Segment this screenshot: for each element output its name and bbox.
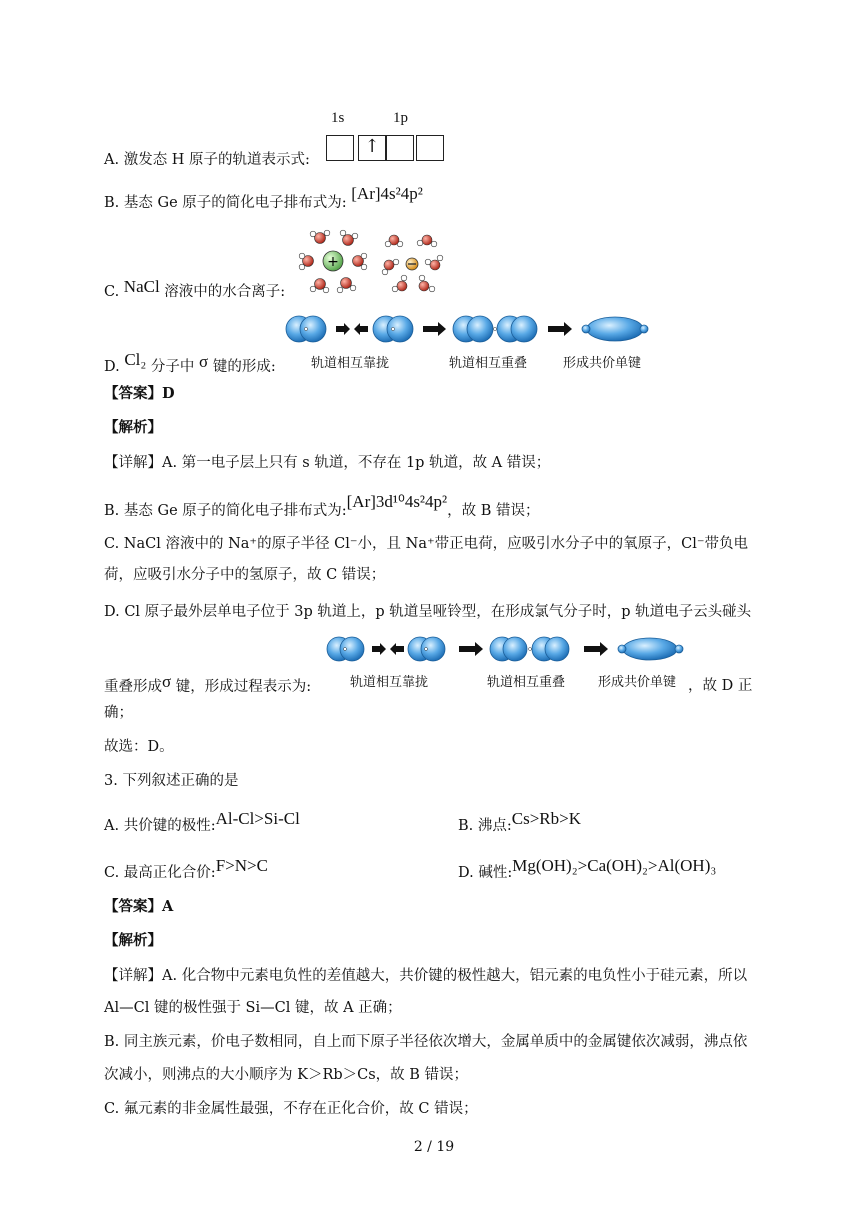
q3-d-formula: Mg(OH)₂>Ca(OH)₂>Al(OH)₃ bbox=[512, 856, 717, 875]
q3-detail-a-line1: 【详解】A. 化合物中元素电负性的差值越大，共价键的极性越大，铝元素的电负性小于硅元素，所以 bbox=[104, 968, 748, 984]
q2-answer: 【答案】D bbox=[104, 385, 175, 402]
q3-option-d: D. 碱性:Mg(OH)₂>Ca(OH)₂>Al(OH)₃ bbox=[458, 856, 717, 881]
q2-detail-c-line1: C. NaCl 溶液中的 Na⁺的原子半径 Cl⁻小，且 Na⁺带正电荷，应吸引水分子中的氧原子，Cl⁻带负电 bbox=[104, 536, 749, 552]
orbital-box-1p-3 bbox=[416, 135, 444, 161]
q3-answer: 【答案】A bbox=[104, 898, 174, 915]
q2-analysis-heading: 【解析】 bbox=[104, 419, 162, 436]
caption-single-bond: 形成共价单键 bbox=[563, 356, 642, 371]
hydrated-na-ion-image bbox=[298, 228, 368, 294]
orbital-box-1s bbox=[326, 135, 354, 161]
q3-analysis-heading: 【解析】 bbox=[104, 932, 162, 949]
q3-detail-b-line1: B. 同主族元素，价电子数相同，自上而下原子半径依次增大，金属单质中的金属键依次减弱，沸点依 bbox=[104, 1034, 748, 1050]
q3-option-c: C. 最高正化合价:F>N>C bbox=[104, 856, 268, 881]
q2-option-c: C. NaCl 溶液中的水合离子: bbox=[104, 277, 286, 300]
q3-option-b: B. 沸点:Cs>Rb>K bbox=[458, 809, 582, 834]
q3-detail-c: C. 氟元素的非金属性最强，不存在正化合价，故 C 错误； bbox=[104, 1101, 478, 1117]
ge-config-formula: [Ar]4s²4p² bbox=[351, 184, 423, 203]
q2-detail-d-line2-right: ，故 D 正 bbox=[688, 678, 753, 694]
sigma-symbol-2: σ bbox=[162, 672, 172, 691]
q3-c-formula: F>N>C bbox=[215, 856, 268, 875]
q2-conclusion: 故选：D。 bbox=[104, 739, 174, 755]
orbital-box-1p-2 bbox=[386, 135, 414, 161]
q3-stem: 3. 下列叙述正确的是 bbox=[104, 773, 239, 789]
q3-b-formula: Cs>Rb>K bbox=[511, 809, 582, 828]
nacl-formula: NaCl bbox=[123, 277, 160, 296]
q2-detail-d-line2-left: 重叠形成σ 键，形成过程表示为: bbox=[104, 672, 312, 695]
hydrated-cl-ion-image bbox=[380, 234, 444, 294]
sigma-symbol: σ bbox=[199, 352, 209, 371]
cl2-sigma-bond-diagram-2 bbox=[324, 633, 704, 665]
q2-detail-a: 【详解】A. 第一电子层上只有 s 轨道，不存在 1p 轨道，故 A 错误； bbox=[104, 455, 551, 471]
q3-detail-b-line2: 次减小，则沸点的大小顺序为 K＞Rb＞Cs，故 B 错误； bbox=[104, 1067, 469, 1083]
q3-option-a: A. 共价键的极性:Al-Cl>Si-Cl bbox=[104, 809, 300, 834]
cl2-formula: Cl₂ bbox=[124, 350, 147, 369]
q3-detail-a-line2: Al—Cl 键的极性强于 Si—Cl 键，故 A 正确； bbox=[104, 1000, 402, 1016]
q2-option-d: D. Cl₂ 分子中 σ 键的形成: bbox=[104, 350, 276, 375]
q2-detail-d-line3: 确； bbox=[104, 705, 133, 721]
caption-orbital-approach: 轨道相互靠拢 bbox=[311, 356, 390, 371]
orbital-box-1p-1 bbox=[358, 135, 386, 161]
q3-a-formula: Al-Cl>Si-Cl bbox=[215, 809, 300, 828]
cl2-sigma-bond-diagram bbox=[284, 312, 664, 346]
q2-detail-b: B. 基态 Ge 原子的简化电子排布式为:[Ar]3d¹⁰4s²4p²，故 B 错误； bbox=[104, 492, 540, 519]
caption-single-bond-2: 形成共价单键 bbox=[598, 675, 677, 690]
label-1p: 1p bbox=[393, 110, 408, 126]
q2-option-a: A. 激发态 H 原子的轨道表示式: bbox=[104, 152, 310, 168]
page-number: 2 / 19 bbox=[413, 1139, 455, 1155]
electron-up-arrow: ↑ bbox=[364, 136, 380, 157]
q2-detail-c-line2: 荷，应吸引水分子中的氢原子，故 C 错误； bbox=[104, 567, 386, 583]
q2-detail-d-line1: D. Cl 原子最外层单电子位于 3p 轨道上，p 轨道呈哑铃型，在形成氯气分子时，p 轨道电子云头碰头 bbox=[104, 604, 752, 620]
caption-orbital-overlap-2: 轨道相互重叠 bbox=[487, 675, 566, 690]
svg-text:+: + bbox=[327, 254, 339, 270]
label-1s: 1s bbox=[331, 110, 345, 126]
caption-orbital-overlap: 轨道相互重叠 bbox=[449, 356, 528, 371]
ge-full-config-formula: [Ar]3d¹⁰4s²4p² bbox=[346, 492, 448, 511]
caption-orbital-approach-2: 轨道相互靠拢 bbox=[350, 675, 429, 690]
q2-option-b: B. 基态 Ge 原子的简化电子排布式为: [Ar]4s²4p² bbox=[104, 184, 423, 211]
